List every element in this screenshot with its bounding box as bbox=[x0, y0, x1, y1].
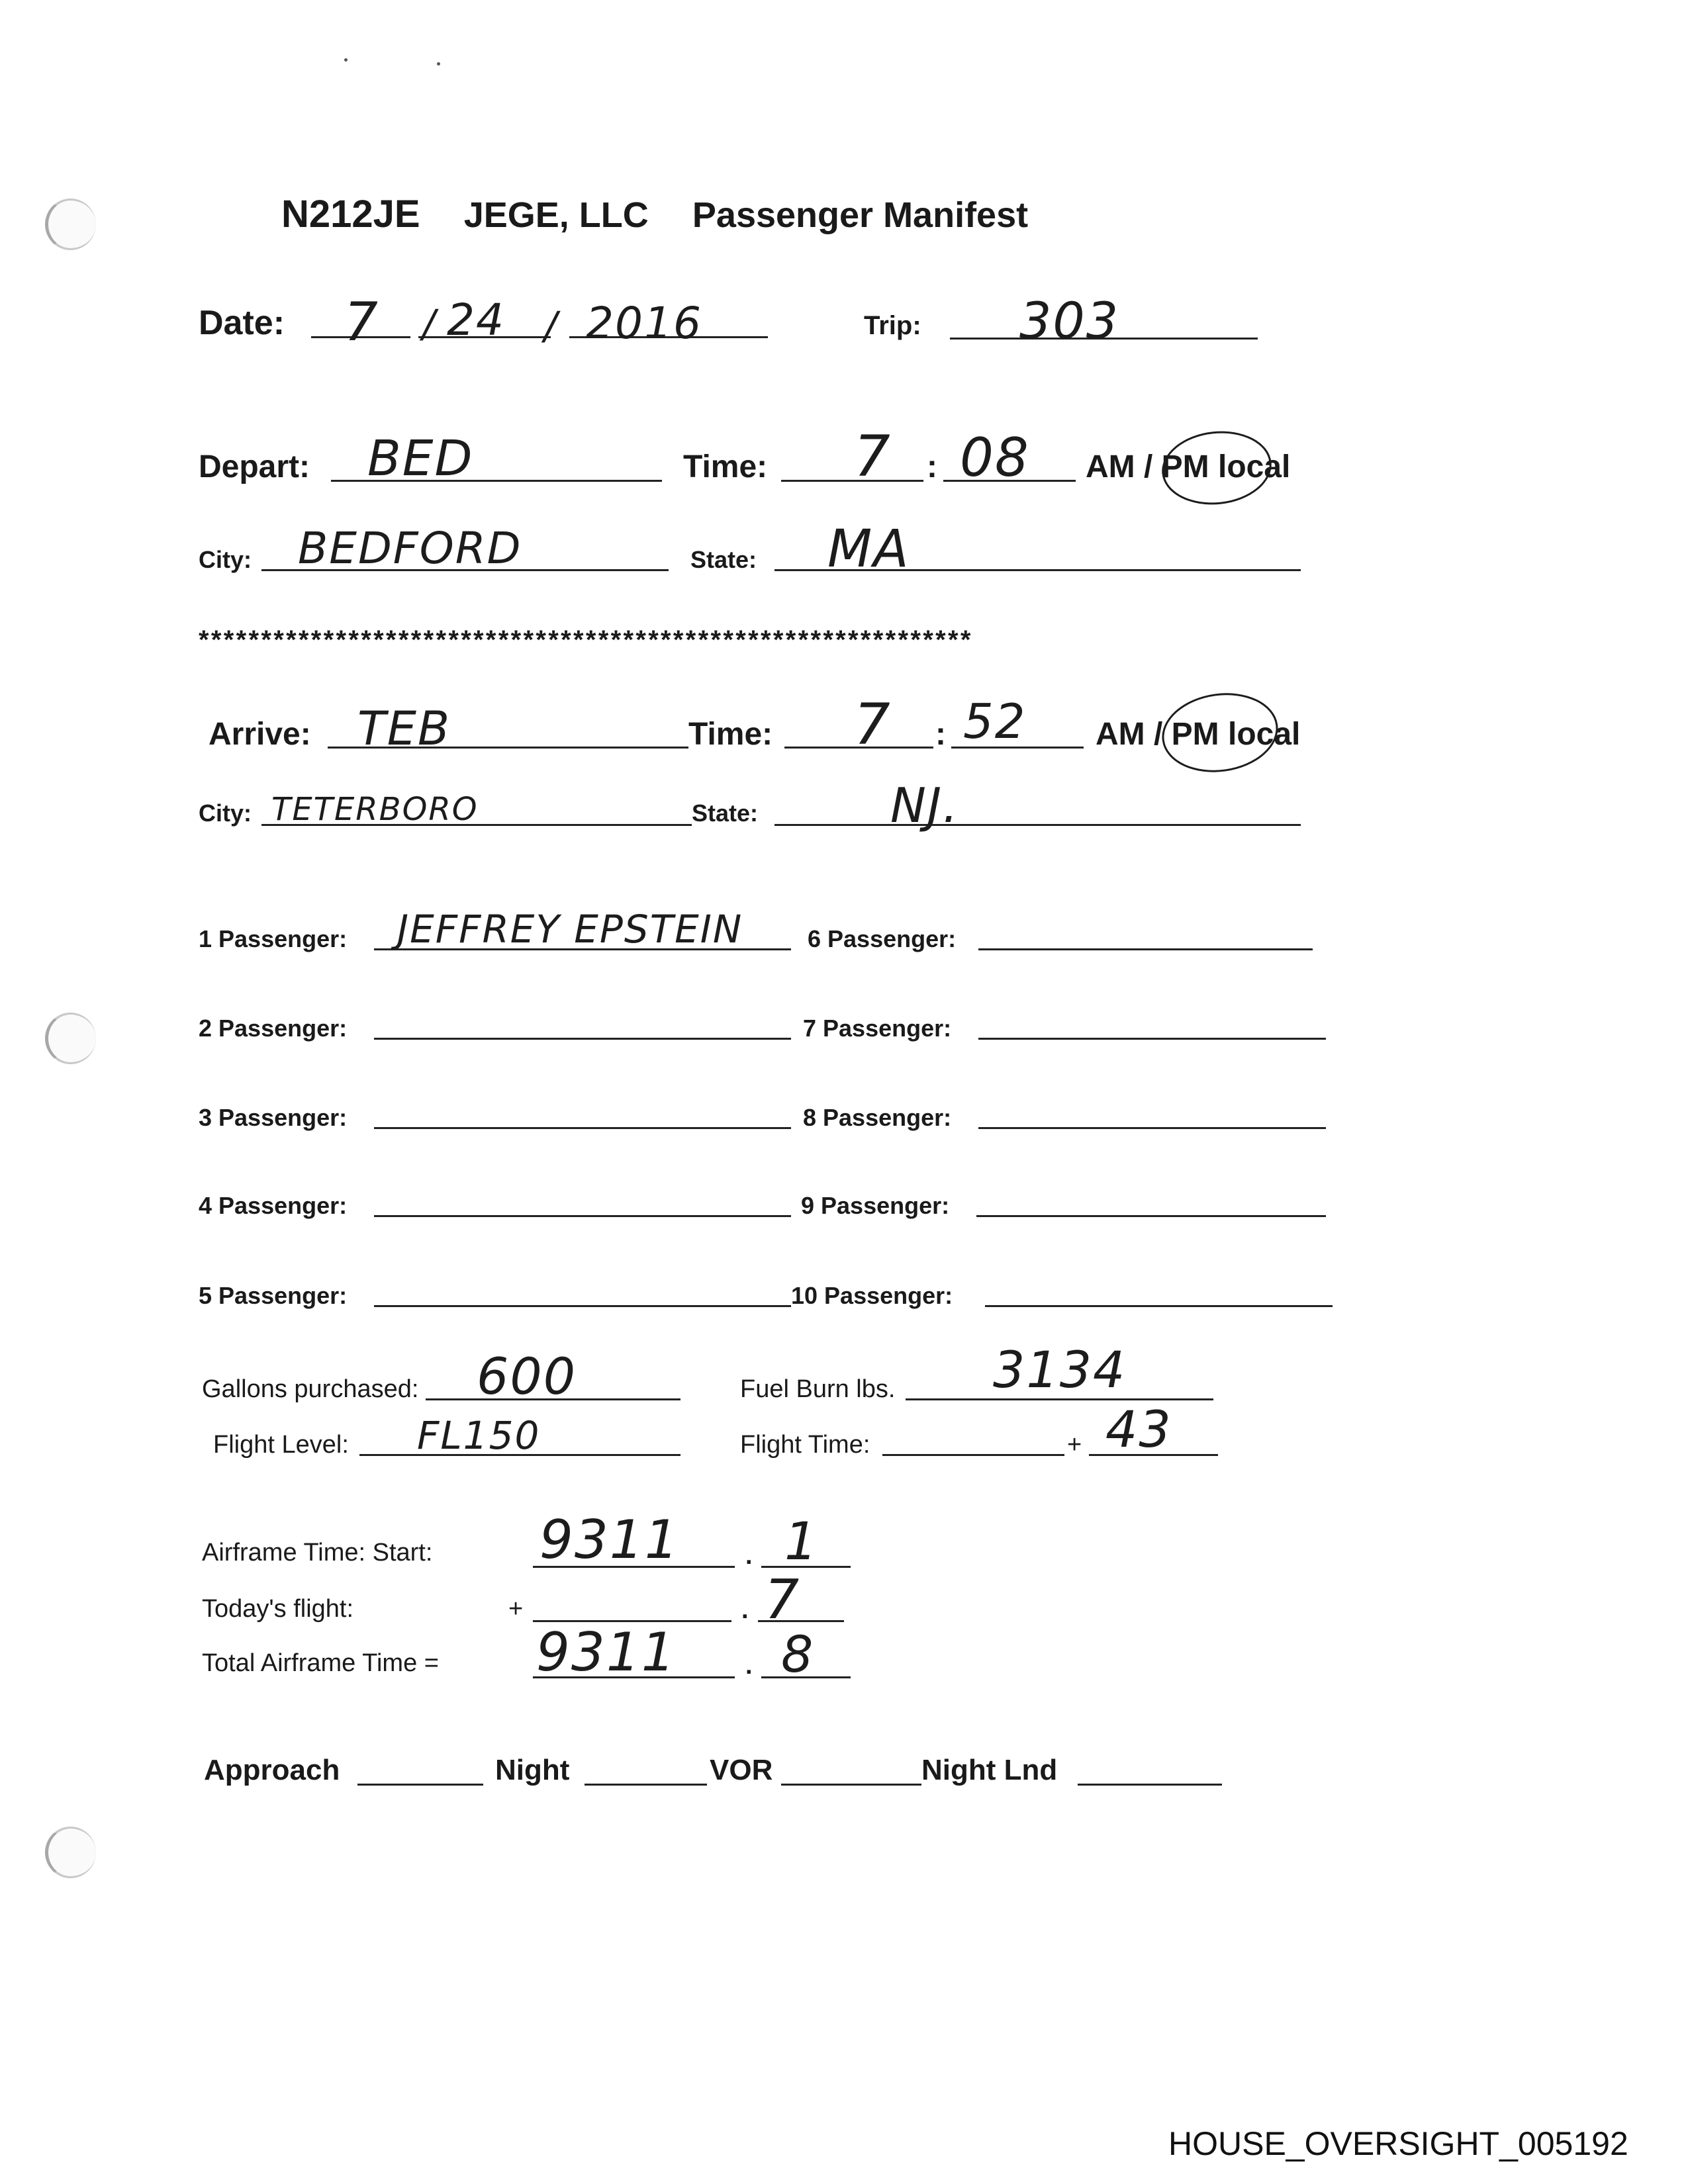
passenger-4-label: 4 Passenger: bbox=[199, 1192, 348, 1219]
binder-hole-top bbox=[45, 199, 96, 250]
arrive-time-label: Time: bbox=[688, 717, 773, 752]
vor-line bbox=[781, 1784, 921, 1786]
date-day-value: 24 bbox=[447, 295, 505, 345]
passenger-1-label: 1 Passenger: bbox=[199, 925, 348, 952]
night-lnd-label: Night Lnd bbox=[921, 1754, 1058, 1786]
passenger-8-label: 8 Passenger: bbox=[803, 1104, 952, 1131]
passenger-5-line bbox=[374, 1305, 791, 1307]
section-separator: ************************************************************** bbox=[199, 625, 973, 655]
trip-label: Trip: bbox=[864, 311, 921, 340]
arrive-state-label: State: bbox=[692, 799, 759, 827]
flight-time-line bbox=[882, 1454, 1064, 1456]
passenger-9-label: 9 Passenger: bbox=[801, 1192, 950, 1219]
scan-speck bbox=[344, 58, 348, 62]
approach-label: Approach bbox=[204, 1754, 340, 1786]
depart-city-value: BEDFORD bbox=[298, 523, 522, 574]
arrive-pm-circle bbox=[1157, 686, 1284, 779]
passenger-7-line bbox=[978, 1038, 1326, 1040]
bates-number: HOUSE_OVERSIGHT_005192 bbox=[1168, 2125, 1628, 2162]
arrive-minute-value: 52 bbox=[963, 694, 1027, 749]
flight-time-plus: + bbox=[1067, 1431, 1082, 1459]
arrive-am-pm-local: AM / PM local bbox=[1096, 717, 1301, 752]
scan-speck bbox=[437, 62, 440, 66]
arrive-hour-value: 7 bbox=[854, 692, 892, 758]
date-year-value: 2016 bbox=[586, 298, 702, 349]
manifest-header bbox=[281, 192, 1028, 236]
depart-am-pm-local: AM / PM local bbox=[1086, 449, 1291, 484]
depart-value: BED bbox=[367, 430, 474, 487]
depart-hour-line bbox=[781, 480, 923, 482]
arrive-value: TEB bbox=[357, 702, 451, 756]
gallons-label: Gallons purchased: bbox=[202, 1375, 419, 1403]
today-flight-label: Today's flight: bbox=[202, 1595, 354, 1623]
fuel-burn-value: 3134 bbox=[993, 1340, 1127, 1399]
passenger-10-line bbox=[985, 1305, 1333, 1307]
night-lnd-line bbox=[1078, 1784, 1222, 1786]
night-line bbox=[585, 1784, 707, 1786]
form-title: Passenger Manifest bbox=[692, 195, 1029, 235]
flight-level-label: Flight Level: bbox=[213, 1431, 349, 1459]
arrive-state-line bbox=[774, 824, 1301, 826]
depart-state-value: MA bbox=[827, 520, 910, 579]
flight-level-value: FL150 bbox=[417, 1413, 541, 1458]
passenger-3-label: 3 Passenger: bbox=[199, 1104, 348, 1131]
passenger-8-line bbox=[978, 1127, 1326, 1129]
depart-time-colon: : bbox=[927, 449, 937, 484]
binder-hole-middle bbox=[45, 1013, 96, 1064]
binder-hole-bottom bbox=[45, 1827, 96, 1878]
depart-time-label: Time: bbox=[683, 449, 768, 484]
total-airframe-whole: 9311 bbox=[536, 1621, 677, 1683]
arrive-city-label: City: bbox=[199, 799, 252, 827]
passenger-4-line bbox=[374, 1215, 791, 1217]
arrive-time-colon: : bbox=[935, 717, 946, 752]
arrive-label: Arrive: bbox=[209, 717, 311, 752]
night-label: Night bbox=[495, 1754, 570, 1786]
flight-time-label: Flight Time: bbox=[740, 1431, 870, 1459]
airframe-start-label: Airframe Time: Start: bbox=[202, 1539, 433, 1567]
vor-label: VOR bbox=[710, 1754, 773, 1786]
arrive-state-value: NJ. bbox=[890, 778, 959, 833]
total-airframe-decimal: 8 bbox=[781, 1625, 815, 1684]
depart-pm-circle bbox=[1158, 426, 1276, 510]
flight-time-value: 43 bbox=[1105, 1400, 1172, 1459]
passenger-6-label: 6 Passenger: bbox=[808, 925, 957, 952]
arrive-city-value: TETERBORO bbox=[271, 791, 479, 828]
total-airframe-label: Total Airframe Time = bbox=[202, 1649, 439, 1677]
date-sep-2: / bbox=[544, 303, 559, 348]
passenger-5-label: 5 Passenger: bbox=[199, 1282, 348, 1309]
fuel-burn-label: Fuel Burn lbs. bbox=[740, 1375, 896, 1403]
today-flight-plus: + bbox=[508, 1595, 524, 1623]
passenger-10-label: 10 Passenger: bbox=[791, 1282, 953, 1309]
passenger-2-label: 2 Passenger: bbox=[199, 1015, 348, 1042]
passenger-1-value: JEFFREY EPSTEIN bbox=[397, 907, 743, 952]
passenger-6-line bbox=[978, 948, 1313, 950]
airframe-start-whole: 9311 bbox=[539, 1509, 680, 1570]
depart-state-label: State: bbox=[690, 546, 757, 573]
airframe-start-decimal: 1 bbox=[784, 1512, 819, 1572]
depart-city-label: City: bbox=[199, 546, 252, 573]
today-flight-decimal: 7 bbox=[765, 1569, 801, 1631]
tail-number: N212JE bbox=[281, 193, 420, 236]
trip-value: 303 bbox=[1019, 291, 1120, 350]
today-flight-dot: . bbox=[741, 1596, 749, 1624]
approach-line bbox=[357, 1784, 483, 1786]
company-name: JEGE, LLC bbox=[463, 195, 649, 235]
passenger-3-line bbox=[374, 1127, 791, 1129]
date-sep-1: / bbox=[422, 301, 437, 346]
total-airframe-dot: . bbox=[745, 1652, 753, 1680]
airframe-start-dot: . bbox=[745, 1542, 753, 1570]
passenger-2-line bbox=[374, 1038, 791, 1040]
depart-minute-value: 08 bbox=[960, 427, 1030, 488]
date-month-value: 7 bbox=[344, 291, 379, 353]
passenger-7-label: 7 Passenger: bbox=[803, 1015, 952, 1042]
depart-hour-value: 7 bbox=[854, 424, 892, 490]
date-label: Date: bbox=[199, 304, 285, 342]
gallons-value: 600 bbox=[477, 1347, 577, 1406]
depart-label: Depart: bbox=[199, 449, 310, 484]
passenger-9-line bbox=[976, 1215, 1326, 1217]
